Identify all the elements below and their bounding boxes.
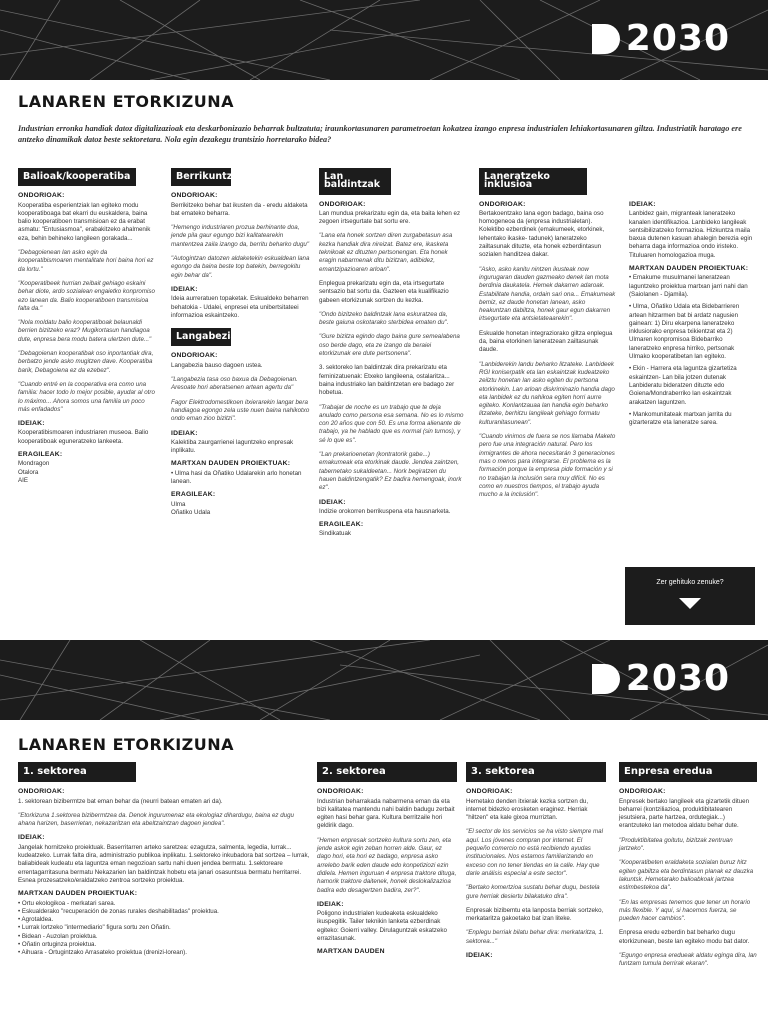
body-text: • Ulma, Oñatiko Udala eta Bidebarrieren artean hitzarmen bat bi ardatz nagusien gainean: 1) Diru ekarpena laneratzeko inklusiorako enpresa txikientzat eta 2) Ulmaren konpromisoa Bidebarriko laneratzeko enpresa hirriko, pertsonak Ulmako kooperatibetan lan egiteko. bbox=[629, 303, 740, 361]
cta-label: Zer gehituko zenuke? bbox=[656, 579, 724, 586]
label: IDEIAK: bbox=[317, 900, 344, 908]
quote: "Autogintzan datozen aldaketekin eskualdean lana egongo da baina beste top batekin, berregokitu egin behar da". bbox=[171, 255, 310, 279]
label: IDEIAK: bbox=[319, 498, 346, 506]
section-heading: Enpresa eredua bbox=[619, 762, 757, 782]
quote: "Lan prekarioenetan (kontratorik gabe...) emakumeak eta etorkinak daude. Jendea zaintzen, tabernetako sukaldeetan... Nork begiratzen du hauen baldintzengatik? Ez badira hemengoak, inork ez". bbox=[319, 451, 462, 492]
column-berrikuntza bbox=[171, 168, 311, 517]
body-text: Enplegua prekarizatu egin da, eta irtsegurtate sentsazio bat sortu da. Gazteen eta kualifikazio gabeen etorkizunak sortzen du kezka. bbox=[319, 279, 449, 304]
label: ONDORIOAK: bbox=[466, 788, 513, 796]
list-item: Ulma bbox=[171, 500, 186, 508]
list-item: Sindikatuak bbox=[319, 530, 351, 538]
section-heading: Lan baldintzak bbox=[319, 168, 391, 195]
body-text: Indizie orokorren berrikuspena eta hausnarketa. bbox=[319, 507, 451, 515]
list-item: • Oñatin ortuginza proiektua. bbox=[18, 941, 97, 949]
page-title-2: LANAREN ETORKIZUNA bbox=[18, 735, 235, 754]
label: ONDORIOAK: bbox=[171, 192, 218, 200]
body-text: Berrikitzeko behar bat ikusten da - eredu aldaketa bat emateko beharra. bbox=[171, 201, 308, 217]
quote: "Asko, asko kanitu nintzen ikusteak now ingurugaran dauden gazmeako denek lan mota berdinia daukatela. Hemek dakarren adaroak. Estabilitate handia, ordain sari ona... Emakumeak bemiz, ez daude honetan lanean, asko heakuntzan dabiltza, honek gaur egun dakarren irtsegurtate eta antsietateaarekin". bbox=[479, 265, 616, 323]
quote: "Ondo bizitzeko baldintzak lana eskuratzea da, beste gaiuna oskotarako sterbidea ematen du". bbox=[319, 310, 449, 327]
body-text: Kooperatibismoaren industriaren museoa. Balio kooperatiboak eguneratzeko lankeeta. bbox=[18, 429, 149, 445]
column-inklusioa-ideiak bbox=[629, 201, 754, 431]
label: ONDORIOAK: bbox=[171, 352, 218, 360]
label: MARTXAN DAUDEN PROIEKTUAK: bbox=[171, 460, 291, 468]
section-heading: 2. sektorea bbox=[317, 762, 457, 782]
body-text: • Emakume musulmanei laneratzean laguntzeko proiektua martxan jarri nahi dan (Saiolanen - Djamila). bbox=[629, 274, 748, 298]
intro-text: Industrian erronka handiak datoz digitalizazioak eta deskarbonizazio beharrak bultzatuta; iraunkortasunaren parametroetan kokatzea izango enpresa industrialen lehiakortasunaren giltza. Industriatik haratago ere antzeko dinamikak datoz beste sektoretara. Nola egin dezakegu trantsizio horretarako bidea? bbox=[18, 124, 742, 144]
body-text: Eskualde honetan integraziorako giltza enplegua da, baina etorkinen laneratzean zailtasunak daude. bbox=[479, 329, 613, 354]
label: ONDORIOAK: bbox=[319, 200, 366, 208]
list-item: • Eskualderako "recuperación de zonas rurales deshabilitadas" proiektua. bbox=[18, 907, 219, 915]
quote: "Produktibitatea goitutu, bizitzak zentruan jartzeko". bbox=[619, 836, 733, 853]
section-heading: Balioak/kooperatiba bbox=[18, 168, 136, 186]
quote: "Cuando vinimos de fuera se nos llamaba Maketo pero fue una integración natural. Pero los inmigrantes de ahora necesitarán 3 generaciones mas o menos para integrarse. El problema es la formación porque la empresa pide formación y si no trabajan la inclusión sera muy difícil. No es como en nuestros tiempos, el trabajo ayuda mucho a la inclusión". bbox=[479, 433, 616, 499]
quote: "Debagoienean lan asko egin da kooperatibismoaren mentalitate hori baina hori ez da lortu." bbox=[18, 249, 154, 273]
quote: "Enplegu berriak bilatu behar dira: merkataritza, 1. sektorea..." bbox=[466, 929, 604, 945]
label: ERAGILEAK: bbox=[18, 451, 63, 459]
label: IDEIAK: bbox=[18, 420, 45, 428]
quote: "Kooperatibeten eraldaketa sozialan buruz hitz egiten gabiltza eta berdintasun planak ez dauzka lakuntsk. Hemetarako balioabkoak jartzea estimbestekoa da". bbox=[619, 859, 754, 892]
column-lan-baldintzak bbox=[319, 168, 464, 539]
quote: "Etorkizuna 1.sektorea bizibermtzea da. Denok ingurumenaz eta ekologiaz dihardugu, baina ez dugu ahana harizen, baserrietan, nekazaritzan eta abeltzaintzan dagoen jendea". bbox=[18, 811, 294, 828]
label: MARTXAN DAUDEN PROIEKTUAK: bbox=[629, 265, 749, 273]
label: IDEIAK: bbox=[18, 834, 45, 842]
column-laneratzeko-inklusioa bbox=[479, 168, 617, 505]
body-text: • Ekin - Harrera eta laguntza gizartetiza eskaintzen- Lan bila jotzen dutenak Lanbideratu bideratzen dituzte edo Goiena/Mondraberriko lan eskaintzak arakatzen laguntzen. bbox=[629, 365, 737, 406]
body-text: Enpresa eredu ezberdin bat beharko dugu etorkizunean, beste lan egiteko modu bat dator. bbox=[619, 929, 750, 945]
quote: "Nola moldatu balio kooperatiboak belaunaldi berrien bizitzeko eraz? Mugikortasun handiagoa dute, enpresa bera modu batera ulertzen dute..." bbox=[18, 319, 152, 343]
d2030-logo bbox=[592, 18, 730, 59]
section-heading: Langabezia bbox=[171, 328, 231, 346]
body-text: Jangelak hornitzeko proiektuak. Baserritarren arteko saretzea: ezagutza, salmenta, legedia, lurrak... kudeatzeko. Lurrak falta dira, administrazio publikoa inplikatu. 1.sektoreko inkubadora bat sortzea – lurrak, baliabideak kudeatu eta laguntza eman negozioan sartu nahi duen jendea bermatu. 1.sektoreare errentagarritasuna bermatu Nekazarien lan baldintzak hobetu eta janari osasuntsua bermatu herritarrei. Esnea prozesatzeko/eraldatzeko zentroa sortzeko proiektua. bbox=[18, 843, 310, 884]
quote: "Debagoienan kooperatibak oso inportantiak dira, berbatzo jende asko mugitzen dave. Kooperatiba barik, Debagoiena ez da ezebez". bbox=[18, 350, 154, 374]
body-text: Bertakoentzako lana egon badago, baina oso homogeneoa da (enpresa industrialetan). Kolektibo ezberdinek (emakumeek, etorkinek, lehentako ikaske- tadunek) laneratzeko zailtasunak dituzte, eta honek ezberdintasun sozialen handitzea dakar. bbox=[479, 209, 605, 259]
list-item: Otalora bbox=[18, 468, 39, 476]
list-item: • Agrotaldea. bbox=[18, 916, 54, 924]
d2030-logo-2 bbox=[592, 658, 730, 699]
body-text: Kalektiba zaurgarrienei laguntzeko enpresak inplikatu. bbox=[171, 438, 294, 455]
quote: "Hemen enpresak sortzeko kultura sortu zen, eta jende askok egin zeban horren alde. Gaur, ez dago hori, eta hori ez badago, enpresa asko arrelebo barik eden daude edo konpetiziozi ezin didiela. Hemen inguruan 4 enpresa traktore dituga, hamorik traktore daitenek, honek deslokalizazioa badira edo desagertzen badira, zer?". bbox=[317, 836, 457, 894]
quote: "Trabajar de noche es un trabajo que te deja anulado como persona esa semana. No es lo mismo con 20 años que con 50. Es una forma alienante de trabajo, ya he hablado que es normal (sin turnos), y sé lo que es". bbox=[319, 403, 464, 444]
header-band bbox=[0, 0, 768, 80]
column-1-sektorea bbox=[18, 762, 310, 958]
body-text: Lan mundua prekarizatu egin da, eta baita lehen ez zegoen irtsegurtate bat sortu ere. bbox=[319, 209, 461, 226]
column-balioak bbox=[18, 168, 158, 485]
quote: "Lana eta honek sortzen diren zurgabetasun asa kezka handiak dira nireizat. Batez ere, ikasketa teknikoak ez dituzten pertsonengan. Eta honek eragin nabarmenak ditu bizitzan, adibidez, emantzipazioaren arloan". bbox=[319, 232, 453, 273]
label: ONDORIOAK: bbox=[18, 192, 65, 200]
body-text: Lanbidez gain, migranteak laneratzeko kanalen identifikazioa. Lanbideko langileak sentsibilizatzeko formazioa. Hizkuntza maila baxua dutenen kasuan ahalegin berezia egin beharra daga informazioa ondo iristeko. Tituluaren homologazioa muga. bbox=[629, 210, 753, 259]
down-arrow-icon bbox=[679, 598, 701, 609]
column-3-sektorea bbox=[466, 762, 606, 961]
quote: "Bertako komertzioa sustatu behar dugu, bestela gure herriak desiertu bilakatuko dira". bbox=[466, 884, 600, 900]
body-text: Poligono industrialen kudeaketa eskualdeko ikuspegitik. Tailer teknikin lanketa ezberdinak egiteko: Goierri valley. Dirulaguntzak eskatzeko errazitasunak. bbox=[317, 910, 447, 943]
quote: "Egungo enpresa eredueak aldatu eginga dira, lan funtzam tumula berrirak ekaran". bbox=[619, 952, 757, 968]
quote: "El sector de los servicios se ha visto siempre mal aquí. Los jóvenes compran por internet. El pequeño comercio no está recibiendo ayudas institucionales. Nos estamos familiarizando en exceso con no tener tiendas en la calle. Hay que darle análisis especial a este sector". bbox=[466, 828, 603, 877]
section-heading: Laneratzeko inklusioa bbox=[479, 168, 587, 195]
section-heading: 3. sektorea bbox=[466, 762, 606, 782]
label: MARTXAN DAUDEN bbox=[317, 948, 385, 956]
quote: "Lanbiderekin landu beharko litzateke. Lanbideek RGI koniserpatik eta lan eskaintzak kudeatzeko zeilztu honetan lan asko egiten du pertsona etorkinekin. Lan arloan diskriminazio handia dago eta lanbidek ez du nahikoa egiten horri aurre egiteko. Konlantzauaa lan handia egin beharko litzateke, berhitzu langileak gehiago formatu kulturanitasunean". bbox=[479, 360, 615, 426]
page-title: LANAREN ETORKIZUNA bbox=[18, 92, 235, 111]
label: MARTXAN DAUDEN PROIEKTUAK: bbox=[18, 890, 138, 898]
label: ONDORIOAK: bbox=[479, 200, 526, 208]
body-text: Ideia aurreratuen topaketak. Eskualdeko beharren behatokia - Udalei, enpresei eta unibertsitateei informazioa eskaintzeko. bbox=[171, 295, 309, 319]
list-item: Oñatiko Udala bbox=[171, 508, 211, 516]
quote: "Langabezia tasa oso baxua da Debagoienan. Aresoate hori aberatsenen artean agertu da" bbox=[171, 376, 298, 392]
body-text: Kooperatiba esperientziak lan egiteko modu kooperatiboaga bat ekarri du euskaldera, baina balio kooperatiboen transmisioan ez da erabat asmatu: "Entusiasmoa", erabakitzeko ahalmenik eza, behin behineko langileen gorakada... bbox=[18, 201, 151, 242]
quote: Fagor Elektrodomestikoen itxierarekin langar bera handiagoa egongo zela uste nuen baina nahikotxo ondo eman zioo bizitzi". bbox=[171, 398, 310, 423]
header-band-2 bbox=[0, 640, 768, 720]
body-text: Hemetako denden itxierak kezka sortzen du, internet bidezko erosketen eraginez. Herriak "hiltzen" eta kale gixoa murriztan. bbox=[466, 797, 589, 822]
add-suggestion-box[interactable] bbox=[625, 567, 755, 625]
quote: "Gure bizitza egindo dago baina gure semealabena oso berde dago, eta ze izango da beraiei etorkizunak ere dute pertsonena". bbox=[319, 333, 460, 358]
section-heading: Berrikuntza bbox=[171, 168, 231, 186]
d-mark-icon bbox=[592, 24, 620, 54]
body-text: 1. sektorean bizibermtze bat eman behar da (neurri batean ematen ari da). bbox=[18, 797, 223, 805]
body-text: Industrian beharrakada nabarmena eman da eta bizi kalitatea mantendu nahi baldin badugu zerbait egiten hasi behar gara. Kultura berritzaile hori geldirik dago. bbox=[317, 797, 455, 830]
section-heading: 1. sektorea bbox=[18, 762, 136, 782]
label: IDEIAK: bbox=[171, 429, 198, 437]
body-text: Enpresak bizibemtu eta lanposta berriak sortzeko, merkataritza gakoetako bat izan liteke. bbox=[466, 906, 604, 923]
quote: "Cuando entré en la cooperativa era como una familia: hacer todo lo mejor posible, ayudar al otro lo máximo... Ahora somos una familia un poco más enfadados" bbox=[18, 380, 155, 413]
label: ERAGILEAK: bbox=[319, 521, 364, 529]
body-text: 3. sektoreko lan baldintzak dira prekarizatu eta feminizatuenak: Etxeko langileena, ostalaritza... baina industriako lan baldintzetan ere badago zer hobetua. bbox=[319, 364, 455, 397]
label: ONDORIOAK: bbox=[18, 788, 65, 796]
d-mark-icon bbox=[592, 664, 620, 694]
quote: "Hemengo industriaren prozua berhinante doa, jende pila gaur egungo bizi kalitatearekin mantentzea zaila izango da, berritu beharko dugu" bbox=[171, 224, 310, 248]
body-text: • Mankomunitateak martxan jarrita du gizarteratze eta laneratze sarea. bbox=[629, 410, 732, 427]
quote: "En las empresas tenemos que tener un horario más flexible. Y aquí, si hacemos fuerza, se pueden hacer cambios". bbox=[619, 898, 751, 923]
column-2-sektorea bbox=[317, 762, 457, 958]
label: IDEIAK: bbox=[171, 285, 198, 293]
list-item: • Lurrak lortzeko "intermediario" figura sortu zen Oñatin. bbox=[18, 924, 171, 932]
list-item: • Aihuara - Ortugintzako Arrasateko proiektua (drenizi-lorean). bbox=[18, 949, 187, 957]
list-item: Mondragon bbox=[18, 460, 50, 468]
label: IDEIAK: bbox=[629, 201, 656, 208]
label: ONDORIOAK: bbox=[317, 788, 364, 796]
body-text: Enpresek bertako langileek eta gizartetik dituen beharrei (kontziliazioa, produktibitatearen jesutsiera, parte hartzea, ordutegiak...) erantzuteko lan metodoa aldatu behar dute. bbox=[619, 797, 750, 830]
label: ERAGILEAK: bbox=[171, 491, 216, 499]
body-text: • Ulma hasi da Oñatiko Udalarekin arlo honetan lanean. bbox=[171, 469, 302, 486]
list-item: AIE bbox=[18, 476, 28, 484]
label: IDEIAK: bbox=[466, 952, 493, 960]
quote: "Kooperatibeek hurrian zeibait gehiago eskaini behar diote, ardo sozialean engaietko konpromiso ezo lanean da. Balio kooperatiboen transmisioa falta da." bbox=[18, 279, 155, 312]
column-enpresa-eredua bbox=[619, 762, 757, 975]
list-item: • Ortu ekologikoa - merkatari sarea. bbox=[18, 899, 116, 907]
logo-text: 2030 bbox=[625, 658, 730, 699]
body-text: Langabezia bauso dagoen ustea. bbox=[171, 361, 263, 369]
logo-text: 2030 bbox=[625, 18, 730, 59]
list-item: • Bidean - Auzolan proiektua. bbox=[18, 932, 98, 940]
label: ONDORIOAK: bbox=[619, 788, 666, 796]
